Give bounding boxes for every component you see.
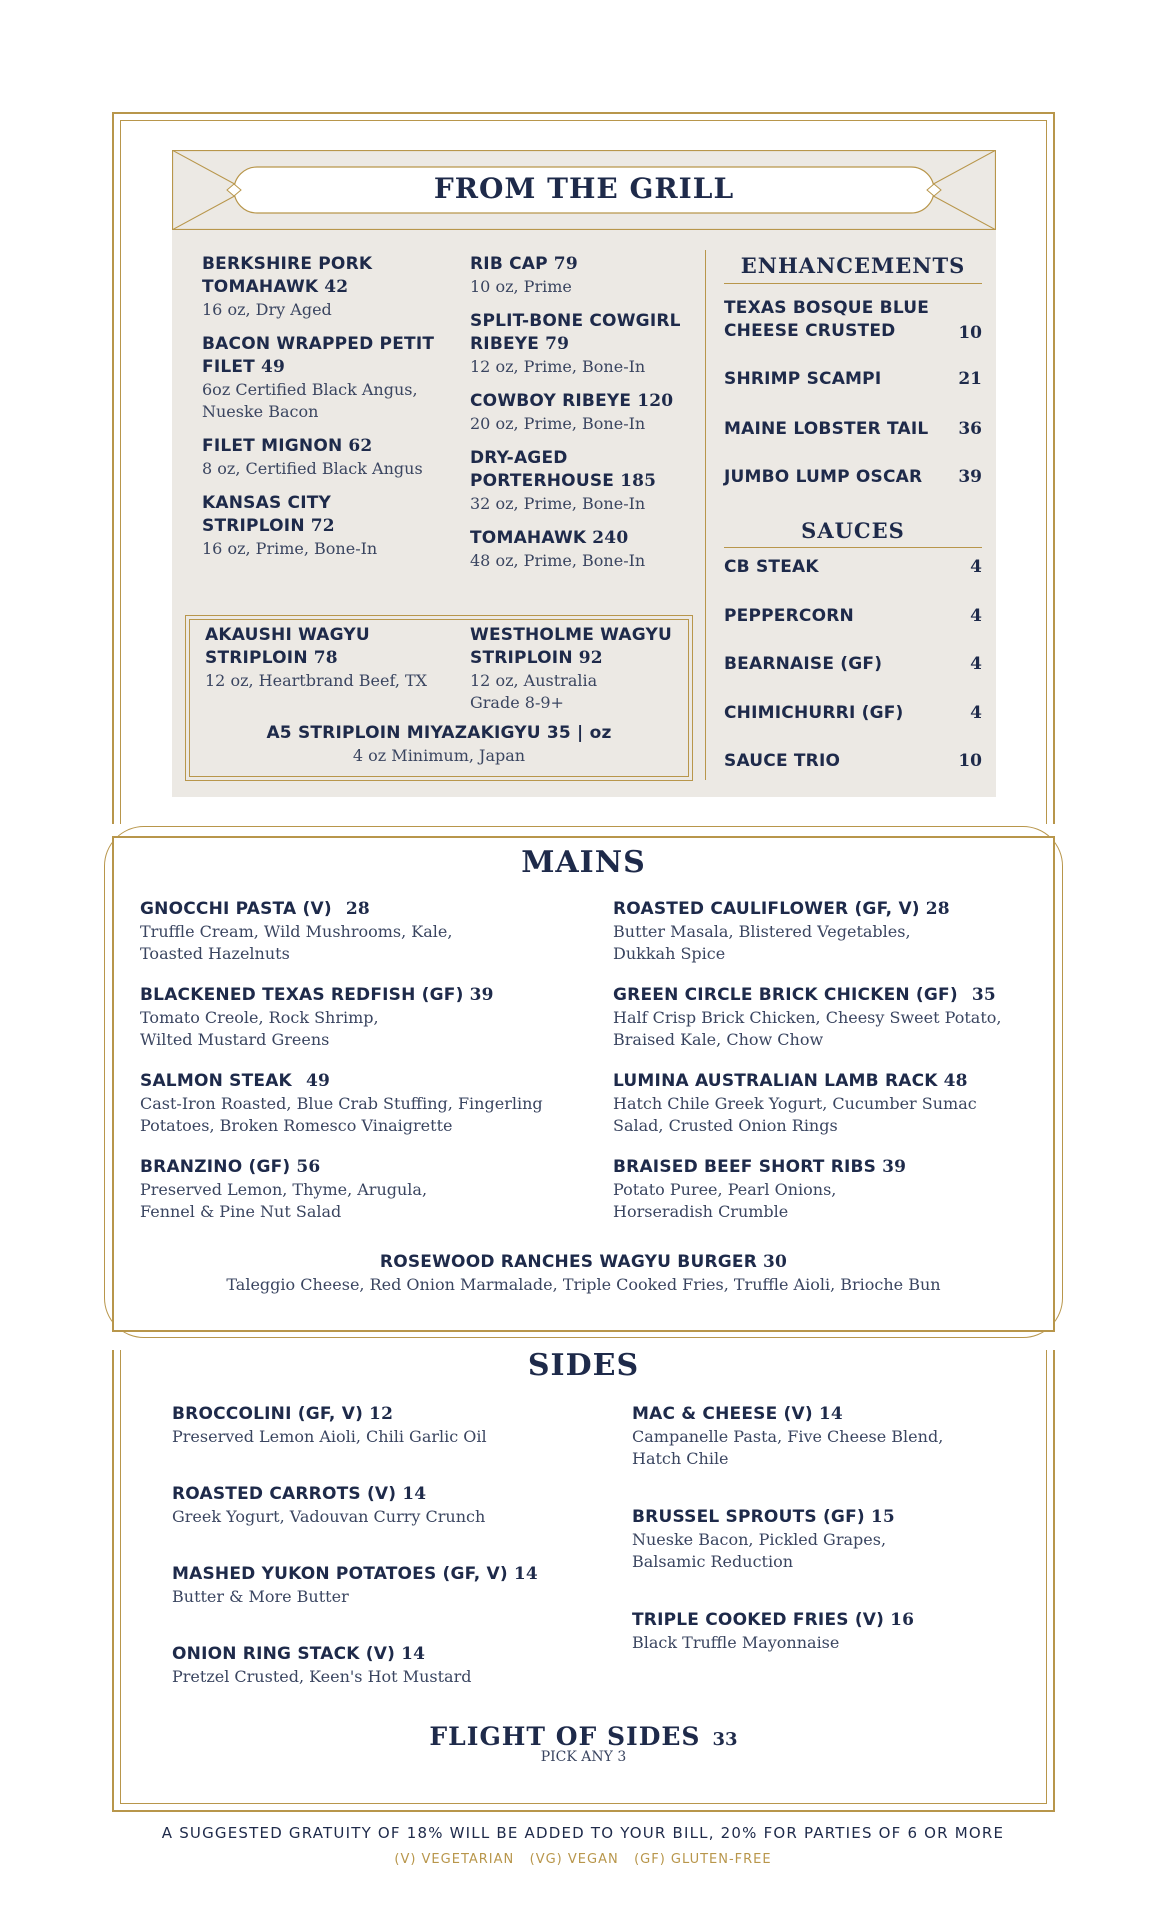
item-desc: Pretzel Crusted, Keen's Hot Mustard <box>172 1667 472 1686</box>
sauce-item <box>724 750 982 773</box>
grill-divider <box>705 250 706 780</box>
flight-title: FLIGHT OF SIDES <box>429 1722 701 1751</box>
item-name: TOMAHAWK <box>470 528 587 548</box>
item-name: BLACKENED TEXAS REDFISH (GF) <box>140 985 464 1005</box>
item-name: KANSAS CITY STRIPLOIN <box>202 493 332 536</box>
item-desc: Preserved Lemon Aioli, Chili Garlic Oil <box>172 1427 487 1446</box>
side-item <box>172 1563 572 1643</box>
grill-left-column <box>202 253 442 560</box>
item-price: 78 <box>313 648 338 668</box>
item-desc: Potato Puree, Pearl Onions, Horseradish Crumble <box>613 1180 837 1221</box>
item-name: MAINE LOBSTER TAIL <box>724 419 929 439</box>
side-item <box>172 1403 572 1483</box>
mains-item <box>613 1156 1053 1223</box>
item-name: DRY-AGED PORTERHOUSE <box>470 448 615 491</box>
item-name: BEARNAISE (GF) <box>724 654 883 674</box>
item-desc: 16 oz, Dry Aged <box>202 300 332 319</box>
item-name: BERKSHIRE PORK TOMAHAWK <box>202 254 373 297</box>
item-name: RIB CAP <box>470 254 548 274</box>
side-item <box>172 1643 572 1688</box>
side-item <box>632 1403 992 1506</box>
sauce-item <box>724 702 982 725</box>
grill-item <box>470 527 700 572</box>
mains-item <box>140 898 580 965</box>
item-price: 10 <box>958 323 982 343</box>
item-name: LUMINA AUSTRALIAN LAMB RACK <box>613 1071 938 1091</box>
item-price: 10 <box>958 751 982 771</box>
item-desc: 32 oz, Prime, Bone-In <box>470 494 646 513</box>
mains-item <box>613 984 1053 1051</box>
mains-title: MAINS <box>521 845 646 880</box>
item-name: MASHED YUKON POTATOES (GF, V) <box>172 1564 508 1584</box>
item-desc: 6oz Certified Black Angus, Nueske Bacon <box>202 380 418 421</box>
item-name: WESTHOLME WAGYU STRIPLOIN <box>470 625 673 668</box>
item-desc: 4 oz Minimum, Japan <box>352 746 526 765</box>
item-desc: Butter & More Butter <box>172 1587 349 1606</box>
grill-item <box>470 390 700 435</box>
item-name: CB STEAK <box>724 557 819 577</box>
item-price: 14 <box>513 1564 538 1584</box>
item-desc: Hatch Chile Greek Yogurt, Cucumber Sumac Salad, Crusted Onion Rings <box>613 1094 977 1135</box>
item-name: COWBOY RIBEYE <box>470 391 632 411</box>
item-desc: 12 oz, Australia Grade 8-9+ <box>470 671 598 712</box>
item-name: ROASTED CAULIFLOWER (GF, V) <box>613 899 920 919</box>
item-desc: Black Truffle Mayonnaise <box>632 1633 840 1652</box>
grill-mid-column <box>470 253 700 572</box>
item-price: 12 <box>369 1404 394 1424</box>
item-name: SALMON STEAK <box>140 1071 292 1091</box>
item-name: BRANZINO (GF) <box>140 1157 291 1177</box>
mains-item <box>140 1156 580 1223</box>
item-name: BRUSSEL SPROUTS (GF) <box>632 1507 865 1527</box>
a5-item <box>185 722 693 767</box>
side-item <box>632 1609 992 1654</box>
item-desc: 12 oz, Prime, Bone-In <box>470 357 646 376</box>
sides-right-column <box>632 1403 992 1654</box>
item-name: BACON WRAPPED PETIT FILET <box>202 334 435 377</box>
item-name: MAC & CHEESE (V) <box>632 1404 813 1424</box>
item-price: 39 <box>958 467 982 487</box>
sauce-item <box>724 605 982 628</box>
item-price: 4 <box>970 654 982 674</box>
item-price: 4 <box>970 703 982 723</box>
item-desc: 48 oz, Prime, Bone-In <box>470 551 646 570</box>
item-price: 120 <box>637 391 674 411</box>
item-price: 56 <box>296 1157 321 1177</box>
item-desc: 20 oz, Prime, Bone-In <box>470 414 646 433</box>
grill-item <box>202 492 442 560</box>
item-name: FILET MIGNON <box>202 436 343 456</box>
item-name: JUMBO LUMP OSCAR <box>724 467 923 487</box>
item-desc: Taleggio Cheese, Red Onion Marmalade, Triple Cooked Fries, Truffle Aioli, Brioche Bun <box>226 1275 941 1294</box>
item-desc: Greek Yogurt, Vadouvan Curry Crunch <box>172 1507 486 1526</box>
sauce-item <box>724 556 982 579</box>
item-price: 62 <box>348 436 373 456</box>
sides-title: SIDES <box>527 1348 640 1383</box>
grill-title: FROM THE GRILL <box>433 172 735 205</box>
grill-item <box>202 253 442 321</box>
sauce-item <box>724 653 982 676</box>
grill-item <box>202 333 442 423</box>
flight-of-sides <box>112 1722 1055 1765</box>
item-price: 79 <box>553 254 578 274</box>
flight-sub: PICK ANY 3 <box>540 1749 627 1765</box>
item-price: 28 <box>925 899 950 919</box>
gratuity-note: A SUGGESTED GRATUITY OF 18% WILL BE ADDED TO YOUR BILL, 20% FOR PARTIES OF 6 OR MORE <box>161 1824 1005 1842</box>
item-name: AKAUSHI WAGYU STRIPLOIN <box>205 625 370 668</box>
item-name: GNOCCHI PASTA (V) <box>140 899 332 919</box>
item-name: BROCCOLINI (GF, V) <box>172 1404 364 1424</box>
wagyu-item <box>470 624 682 714</box>
grill-item <box>470 310 700 378</box>
item-name: A5 STRIPLOIN MIYAZAKIGYU 35 | oz <box>266 723 612 743</box>
item-price: 30 <box>763 1252 788 1272</box>
item-price: 79 <box>545 334 570 354</box>
item-desc: Nueske Bacon, Pickled Grapes, Balsamic Reduction <box>632 1530 887 1571</box>
item-desc: Half Crisp Brick Chicken, Cheesy Sweet Potato, Braised Kale, Chow Chow <box>613 1008 1002 1049</box>
item-price: 72 <box>310 516 335 536</box>
grill-item <box>202 435 442 480</box>
item-name: TRIPLE COOKED FRIES (V) <box>632 1610 885 1630</box>
item-price: 14 <box>402 1484 427 1504</box>
diet-legend: (V) VEGETARIAN (VG) VEGAN (GF) GLUTEN-FREE <box>394 1852 772 1867</box>
sauces-rule <box>724 547 982 548</box>
enhancement-item <box>724 297 982 343</box>
item-price: 4 <box>970 557 982 577</box>
item-price: 35 <box>971 985 996 1005</box>
item-desc: Tomato Creole, Rock Shrimp, Wilted Mustard Greens <box>140 1008 379 1049</box>
item-price: 39 <box>469 985 494 1005</box>
item-name: TEXAS BOSQUE BLUE CHEESE CRUSTED <box>724 298 930 341</box>
item-name: SHRIMP SCAMPI <box>724 369 882 389</box>
side-item <box>632 1506 992 1609</box>
enhancement-item <box>724 368 982 391</box>
item-price: 240 <box>592 528 629 548</box>
item-price: 49 <box>260 357 286 377</box>
item-name: PEPPERCORN <box>724 606 854 626</box>
item-price: 16 <box>890 1610 915 1630</box>
item-price: 92 <box>578 648 603 668</box>
item-desc: Cast-Iron Roasted, Blue Crab Stuffing, Fingerling Potatoes, Broken Romesco Vinaigrette <box>140 1094 543 1135</box>
enhancement-item <box>724 418 982 441</box>
item-desc: 16 oz, Prime, Bone-In <box>202 539 378 558</box>
item-name: ROASTED CARROTS (V) <box>172 1484 397 1504</box>
burger-item <box>112 1251 1055 1296</box>
item-price: 14 <box>818 1404 843 1424</box>
side-item <box>172 1483 572 1563</box>
item-price: 36 <box>958 419 982 439</box>
item-desc: Butter Masala, Blistered Vegetables, Dukkah Spice <box>613 922 911 963</box>
mains-item <box>140 984 580 1051</box>
mains-item <box>140 1070 580 1137</box>
item-desc: 12 oz, Heartbrand Beef, TX <box>205 671 428 690</box>
flight-price: 33 <box>712 1729 738 1750</box>
item-name: GREEN CIRCLE BRICK CHICKEN (GF) <box>613 985 958 1005</box>
item-price: 14 <box>401 1644 426 1664</box>
item-desc: Truffle Cream, Wild Mushrooms, Kale, Toasted Hazelnuts <box>140 922 453 963</box>
item-price: 39 <box>882 1157 907 1177</box>
item-price: 185 <box>620 471 657 491</box>
item-price: 42 <box>324 277 349 297</box>
item-price: 4 <box>970 606 982 626</box>
item-name: SAUCE TRIO <box>724 751 841 771</box>
item-desc: 10 oz, Prime <box>470 277 572 296</box>
grill-item <box>470 253 700 298</box>
item-desc: Campanelle Pasta, Five Cheese Blend, Hatch Chile <box>632 1427 944 1468</box>
enhancements-title: ENHANCEMENTS <box>740 253 966 278</box>
enhancements-rule <box>724 283 982 284</box>
wagyu-item <box>205 624 445 692</box>
item-name: BRAISED BEEF SHORT RIBS <box>613 1157 877 1177</box>
item-desc: 8 oz, Certified Black Angus <box>202 459 423 478</box>
item-name: SPLIT-BONE COWGIRL RIBEYE <box>470 311 681 354</box>
grill-item <box>470 447 700 515</box>
item-price: 15 <box>870 1507 895 1527</box>
item-price: 48 <box>943 1071 968 1091</box>
item-name: ONION RING STACK (V) <box>172 1644 396 1664</box>
item-name: ROSEWOOD RANCHES WAGYU BURGER <box>379 1252 758 1272</box>
mains-item <box>613 898 1053 965</box>
item-price: 28 <box>345 899 370 919</box>
sauces-title: SAUCES <box>801 518 905 543</box>
item-price: 21 <box>958 369 982 389</box>
item-name: CHIMICHURRI (GF) <box>724 703 904 723</box>
item-desc: Preserved Lemon, Thyme, Arugula, Fennel & Pine Nut Salad <box>140 1180 428 1221</box>
item-price: 49 <box>305 1071 330 1091</box>
sides-left-column <box>172 1403 572 1688</box>
mains-item <box>613 1070 1053 1137</box>
enhancement-item <box>724 466 982 489</box>
